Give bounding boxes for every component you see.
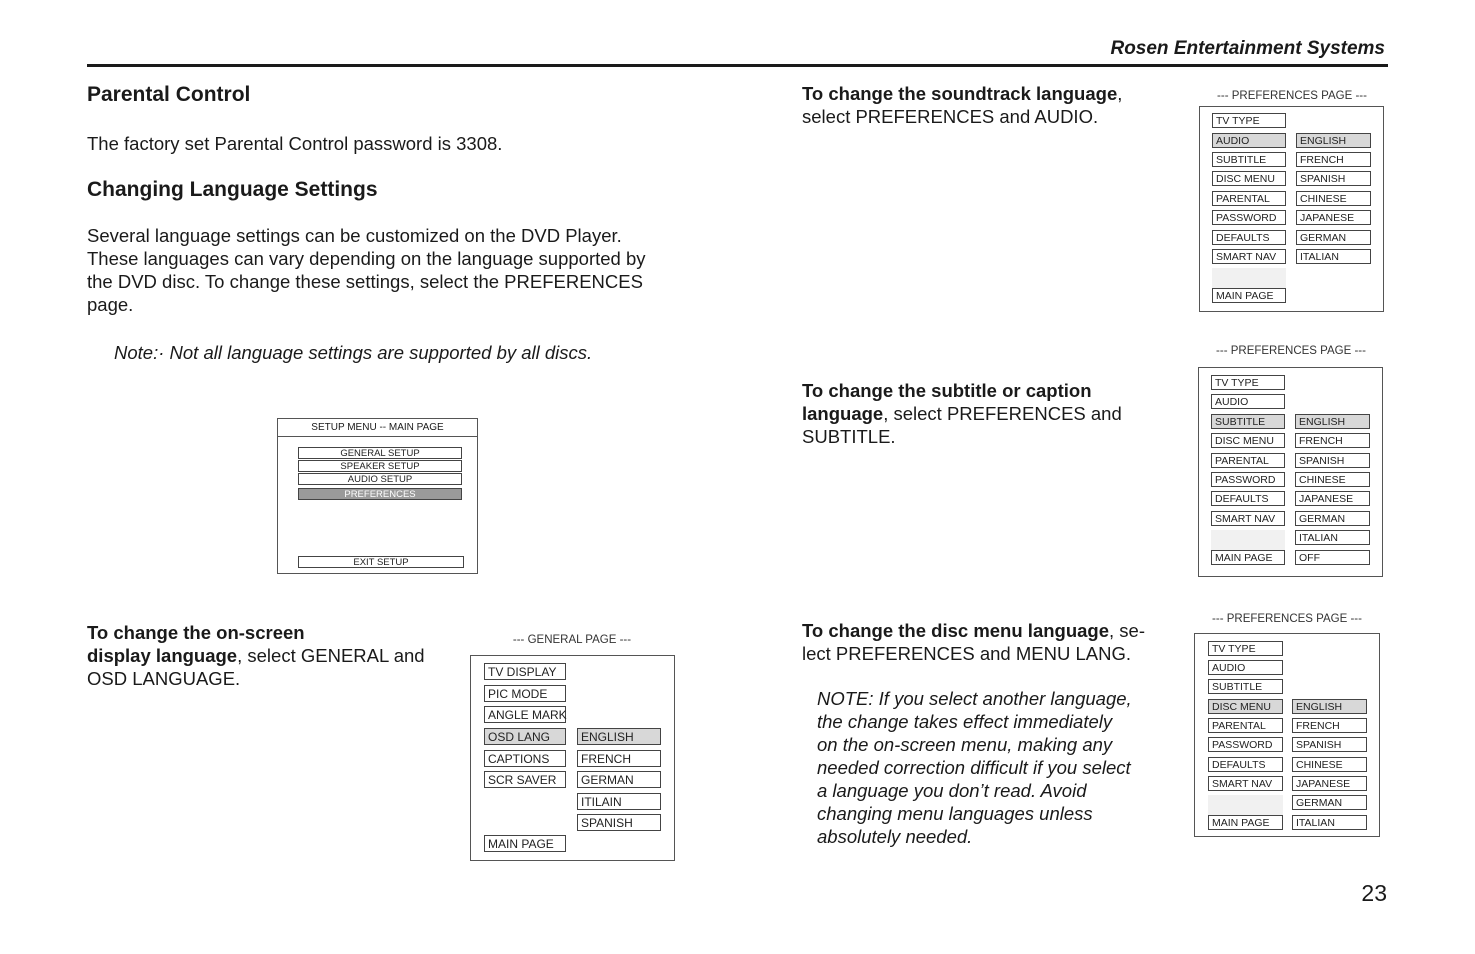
spanish-cell: SPANISH: [1295, 453, 1370, 468]
french-cell: FRENCH: [1292, 718, 1367, 733]
english-cell: ENGLISH: [1295, 414, 1370, 429]
disc-menu-instructions: [802, 619, 1145, 665]
soundtrack-text: ,: [1117, 83, 1123, 104]
note-line: NOTE: If you select another language,: [817, 688, 1132, 709]
tv-type-cell: TV TYPE: [1208, 641, 1283, 656]
osd-text: , select GENERAL and: [237, 645, 425, 666]
english-cell: ENGLISH: [1292, 699, 1367, 714]
french-cell: FRENCH: [1295, 433, 1370, 448]
subtitle-bold: To change the subtitle or caption: [802, 380, 1092, 401]
speaker-setup-item: SPEAKER SETUP: [298, 460, 462, 472]
disc-menu-text: , se-: [1109, 620, 1145, 641]
audio-cell: AUDIO: [1211, 394, 1285, 409]
header-rule: [87, 64, 1388, 67]
exit-setup-item: EXIT SETUP: [298, 556, 464, 568]
note-line: needed correction difficult if you select: [817, 757, 1131, 778]
parental-control-heading: Parental Control: [87, 83, 251, 106]
general-page-diagram: [470, 655, 675, 861]
disc-menu-cell: DISC MENU: [1212, 171, 1286, 186]
paragraph-line: Several language settings can be customized on the DVD Player.: [87, 225, 622, 246]
subtitle-text: , select PREFERENCES and: [883, 403, 1122, 424]
parental-cell: PARENTAL: [1208, 718, 1283, 733]
disc-menu-text: lect PREFERENCES and MENU LANG.: [802, 643, 1131, 664]
blank-cell: [1208, 795, 1283, 815]
subtitle-cell: SUBTITLE: [1208, 679, 1283, 694]
pref-disc-title: --- PREFERENCES PAGE ---: [1212, 613, 1362, 625]
subtitle-cell: SUBTITLE: [1211, 414, 1285, 429]
smart-nav-cell: SMART NAV: [1208, 776, 1283, 791]
audio-setup-item: AUDIO SETUP: [298, 473, 462, 485]
main-page-cell: MAIN PAGE: [484, 835, 566, 852]
defaults-cell: DEFAULTS: [1211, 491, 1285, 506]
pref-disc-diagram: [1194, 633, 1380, 837]
paragraph-line: These languages can vary depending on the language supported by: [87, 248, 646, 269]
german-cell: GERMAN: [1296, 230, 1371, 245]
soundtrack-text: select PREFERENCES and AUDIO.: [802, 106, 1099, 127]
main-page-cell: MAIN PAGE: [1208, 815, 1283, 830]
note-line: on the on-screen menu, making any: [817, 734, 1113, 755]
pref-audio-title: --- PREFERENCES PAGE ---: [1217, 90, 1367, 102]
running-header: Rosen Entertainment Systems: [1110, 38, 1385, 59]
english-cell: ENGLISH: [1296, 133, 1371, 148]
defaults-cell: DEFAULTS: [1212, 230, 1286, 245]
german-cell: GERMAN: [1292, 795, 1367, 810]
english-cell: ENGLISH: [577, 728, 661, 745]
disc-menu-cell: DISC MENU: [1208, 699, 1283, 714]
audio-cell: AUDIO: [1208, 660, 1283, 675]
discs-note: Note:· Not all language settings are supported by all discs.: [114, 342, 593, 363]
general-setup-item: GENERAL SETUP: [298, 447, 462, 459]
pref-audio-diagram: [1199, 106, 1384, 312]
subtitle-cell: SUBTITLE: [1212, 152, 1286, 167]
osd-bold: display language: [87, 645, 238, 666]
chinese-cell: CHINESE: [1296, 191, 1371, 206]
paragraph-line: page.: [87, 294, 134, 315]
setup-menu-diagram: [277, 418, 478, 574]
password-cell: PASSWORD: [1212, 210, 1286, 225]
parental-cell: PARENTAL: [1211, 453, 1285, 468]
paragraph-line: the DVD disc. To change these settings, select the PREFERENCES: [87, 271, 643, 292]
note-line: the change takes effect immediately: [817, 711, 1113, 732]
tv-type-cell: TV TYPE: [1212, 113, 1286, 128]
parental-cell: PARENTAL: [1212, 191, 1286, 206]
password-cell: PASSWORD: [1211, 472, 1285, 487]
off-cell: OFF: [1295, 550, 1370, 565]
spanish-cell: SPANISH: [1296, 171, 1371, 186]
spanish-cell: SPANISH: [577, 814, 661, 831]
disc-menu-cell: DISC MENU: [1211, 433, 1285, 448]
subtitle-instructions: [802, 379, 1122, 448]
german-cell: GERMAN: [577, 771, 661, 788]
italian-cell: ITALIAN: [1296, 249, 1371, 264]
captions-cell: CAPTIONS: [484, 750, 566, 767]
note-line: absolutely needed.: [817, 826, 973, 847]
defaults-cell: DEFAULTS: [1208, 757, 1283, 772]
soundtrack-instructions: [802, 82, 1122, 128]
osd-instructions: [87, 621, 425, 690]
preferences-item: PREFERENCES: [298, 488, 462, 500]
osd-text: OSD LANGUAGE.: [87, 668, 241, 689]
page-number: 23: [1361, 880, 1387, 906]
tv-type-cell: TV TYPE: [1211, 375, 1285, 390]
language-paragraph: [87, 224, 707, 316]
subtitle-text: SUBTITLE.: [802, 426, 896, 447]
smart-nav-cell: SMART NAV: [1212, 249, 1286, 264]
blank-cell: [1211, 530, 1285, 550]
chinese-cell: CHINESE: [1295, 472, 1370, 487]
blank-cell: [1212, 268, 1286, 288]
french-cell: FRENCH: [1296, 152, 1371, 167]
subtitle-bold: language: [802, 403, 884, 424]
osd-bold: To change the on-screen: [87, 622, 305, 643]
french-cell: FRENCH: [577, 750, 661, 767]
angle-mark-cell: ANGLE MARK: [484, 706, 566, 723]
italian-cell: ITILAIN: [577, 793, 661, 810]
japanese-cell: JAPANESE: [1292, 776, 1367, 791]
italian-cell: ITALIAN: [1295, 530, 1370, 545]
chinese-cell: CHINESE: [1292, 757, 1367, 772]
parental-control-text: The factory set Parental Control password is 3308.: [87, 133, 503, 154]
tv-display-cell: TV DISPLAY: [484, 663, 566, 680]
pic-mode-cell: PIC MODE: [484, 685, 566, 702]
disc-menu-note: [817, 687, 1132, 848]
pref-subtitle-title: --- PREFERENCES PAGE ---: [1216, 345, 1366, 357]
japanese-cell: JAPANESE: [1295, 491, 1370, 506]
general-page-title: --- GENERAL PAGE ---: [512, 634, 632, 646]
japanese-cell: JAPANESE: [1296, 210, 1371, 225]
smart-nav-cell: SMART NAV: [1211, 511, 1285, 526]
note-line: a language you don’t read. Avoid: [817, 780, 1087, 801]
setup-menu-title: SETUP MENU -- MAIN PAGE: [278, 419, 477, 437]
german-cell: GERMAN: [1295, 511, 1370, 526]
changing-language-heading: Changing Language Settings: [87, 178, 378, 201]
scr-saver-cell: SCR SAVER: [484, 771, 566, 788]
osd-lang-cell: OSD LANG: [484, 728, 566, 745]
soundtrack-bold: To change the soundtrack language: [802, 83, 1118, 104]
main-page-cell: MAIN PAGE: [1212, 288, 1286, 303]
password-cell: PASSWORD: [1208, 737, 1283, 752]
pref-subtitle-diagram: [1198, 367, 1383, 577]
main-page-cell: MAIN PAGE: [1211, 550, 1285, 565]
note-line: changing menu languages unless: [817, 803, 1093, 824]
italian-cell: ITALIAN: [1292, 815, 1367, 830]
audio-cell: AUDIO: [1212, 133, 1286, 148]
disc-menu-bold: To change the disc menu language: [802, 620, 1110, 641]
spanish-cell: SPANISH: [1292, 737, 1367, 752]
